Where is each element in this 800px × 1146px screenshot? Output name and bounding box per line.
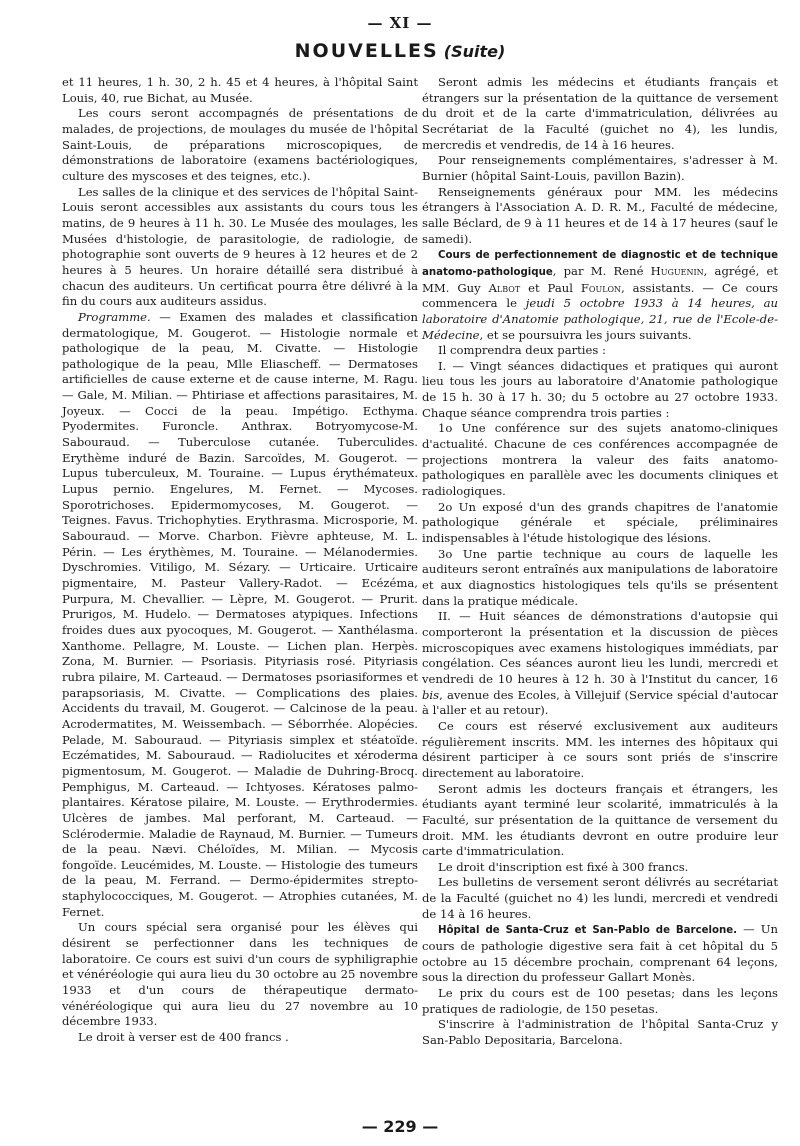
section-title: NOUVELLES (294, 40, 439, 62)
programme-paragraph (62, 310, 418, 921)
right-paragraph: 1o Une conférence sur des sujets anatomo-cliniques d'actualité. Chacune de ces conférences accompagnée de projections montrera la valeur des faits anatomo-pathologiques en parallèle avec les documents cliniques et radiologiques. (422, 421, 778, 499)
section-suite: (Suite) (443, 42, 506, 61)
right-paragraph: Seront admis les médecins et étudiants français et étrangers sur la présentation de la quittance de versement du droit et de la carte d'immatriculation, délivrées au Secrétariat de la Faculté (guichet no 4), les lundis, mercredis et vendredis, de 14 à 16 heures. (422, 75, 778, 152)
cours-text: , agrégé, et MM. Guy (422, 263, 779, 295)
autopsie-text: II. — Huit séances de démonstrations d'autopsie qui comporteront la présentation et la discussion de pièces microscopiques avec examens histologiques immédiats, par congélation. Ces séances auront lieu les lundi, mercredi et vendredi de 10 heures à 12 h. 30 à l'Institut du cancer, 16 (422, 609, 778, 686)
autopsie-paragraph (422, 609, 778, 719)
right-paragraph: Le prix du cours est de 100 pesetas; dans les leçons pratiques de radiologie, de 150 pesetas. (422, 986, 778, 1016)
left-paragraph: Un cours spécial sera organisé pour les élèves qui désirent se perfectionner dans les techniques de laboratoire. Ce cours est suivi d'un cours de syphiligraphie et vénéréologie qui aura lieu du 30 octobre au 25 novembre 1933 et d'un cours de thérapeutique dermato-vénéréologique qui aura lieu du 27 novembre au 10 décembre 1933. (62, 920, 418, 1029)
right-paragraph: Ce cours est réservé exclusivement aux auditeurs régulièrement inscrits. MM. les internes des hôpitaux qui désirent participer à ce sours sont priés de s'inscrire directement au laboratoire. (422, 718, 778, 780)
cours-heading: Cours de perfectionnement de diagnostic et de technique anatomo-pathologique (422, 250, 778, 278)
author-name: Albot (488, 280, 521, 295)
roman-page-number: — XI — (367, 14, 433, 32)
cours-date-location: jeudi 5 octobre 1933 à 14 heures, au laboratoire d'Anatomie pathologique, 21, rue de l'Ecole-de-Médecine (422, 296, 778, 342)
right-paragraph: Seront admis les docteurs français et étrangers, les étudiants ayant terminé leur scolarité, immatriculés à la Faculté, sur présentation de la quittance de versement du droit. MM. les étudiants devront en outre produire leur carte d'immatriculation. (422, 781, 778, 859)
right-paragraph: 3o Une partie technique au cours de laquelle les auditeurs seront entraînés aux manipulations de laboratoire et aux diagnostics histologiques tels qu'ils se présentent dans la pratique médicale. (422, 546, 778, 608)
right-paragraph: Les bulletins de versement seront délivrés au secrétariat de la Faculté (guichet no 4) les lundi, mercredi et vendredi de 14 à 16 heures. (422, 875, 778, 921)
right-column (422, 75, 778, 1049)
bis-word: bis (422, 687, 440, 702)
cours-paragraph (422, 247, 778, 343)
author-name: Foulon (580, 280, 622, 295)
left-column (62, 75, 418, 1046)
left-paragraph: Les salles de la clinique et des services de l'hôpital Saint-Louis seront accessibles aux assistants du cours tous les matins, de 9 heures à 11 h. 30. Le Musée des moulages, les Musées d'histologie, de parasitologie, de radiologie, de photographie sont ouverts de 9 heures à 12 heures et de 2 heures à 5 heures. Un horaire détaillé sera distribué à chacun des auditeurs. Un certificat pourra être délivré à la fin du cours aux auditeurs assidus. (62, 184, 418, 309)
right-paragraph: Renseignements généraux pour MM. les médecins étrangers à l'Association A. D. R. M., Faculté de médecine, salle Béclard, de 9 à 11 heures et de 14 à 17 heures (sauf le samedi). (422, 184, 778, 246)
hopital-text: — Un cours de pathologie digestive sera fait à cet hôpital du 5 octobre au 15 décembre prochain, comprenant 64 leçons, sous la direction du professeur Gallart Monès. (422, 922, 778, 985)
programme-text: — Examen des malades et classification dermatologique, M. Gougerot. — Histologie normale et pathologique de la peau, M. Civatte. — Histologie pathologique de la peau, Mlle Eliascheff. — Dermatoses artificielles de cause externe et de cause interne, M. Ragu. — Gale, M. Milian. — Phtiriase et affections parasitaires, M. Joyeux. — Cocci de la peau. Impétigo. Ecthyma. Pyodermites. Furoncle. Anthrax. Botryomycose-M. Sabouraud. — Tuberculose cutanée. Tuberculides. Erythème induré de Bazin. Sarcoïdes, M. Gougerot. — Lupus tuberculeux, M. Touraine. — Lupus érythémateux. Lupus pernio. Engelures, M. Fernet. — Mycoses. Sporotrichoses. Epidermomycoses, M. Gougerot. — Teignes. Favus. Trichophyties. Erythrasma. Microsporie, M. Sabouraud. — Morve. Charbon. Fièvre aphteuse, M. L. Périn. — Les érythèmes, M. Touraine. — Mélanodermies. Dyschromies. Vitiligo, M. Sézary. — Urticaire. Urticaire pigmentaire, M. Pasteur Vallery-Radot. — Ecézéma, Purpura, M. Chevallier. — Lèpre, M. Gougerot. — Prurit. Prurigos, M. Hudelo. — Dermatoses atypiques. Infections froides dues aux pyocoques, M. Gougerot. — Xanthélasma. Xanthome. Pellagre, M. Louste. — Lichen plan. Herpès. Zona, M. Burnier. — Psoriasis. Pityriasis rosé. Pityriasis rubra pilaire, M. Carteaud. — Dermatoses psoriasiformes et parapsoriasis, M. Civatte. — Complications des plaies. Accidents du travail, M. Gougerot. — Calcinose de la peau. Acrodermatites, M. Weissembach. — Séborrhée. Alopécies. Pelade, M. Sabouraud. — Pityriasis simplex et stéatoïde. Eczématides, M. Sabouraud. — Radiolucites et xérodermа pigmentosum, M. Gougerot. — Maladie de Duhring-Brocq. Pemphigus, M. Carteaud. — Ichtyoses. Kératoses palmo-plantaires. Kératose pilaire, M. Louste. — Erythrodermies. Ulcères de jambes. Mal perforant, M. Carteaud. — Sclérodermie. Maladie de Raynaud, M. Burnier. — Tumeurs de la peau. Nævi. Chéloïdes, M. Milian. — Mycosis fongoïde. Leucémides, M. Louste. — Histologie des tumeurs de la peau, M. Ferrand. — Dermo-épidermites strepto-staphylococciques, M. Gougerot. — Atrophies cutanées, M. Fernet. (62, 309, 418, 919)
cours-text: , assistants. — Ce cours commencera le (422, 280, 778, 311)
cours-text: et Paul (520, 280, 581, 295)
hopital-paragraph (422, 922, 778, 986)
right-paragraph: 2o Un exposé d'un des grands chapitres de l'anatomie pathologique générale et spéciale, préliminaires indispensables à l'étude histologique des lésions. (422, 499, 778, 546)
hopital-heading: Hôpital de Santa-Cruz et San-Pablo de Barcelone. (438, 925, 738, 937)
programme-label: Programme. (78, 309, 151, 324)
section-header (0, 40, 800, 62)
author-name: Huguenin (650, 263, 704, 278)
left-paragraph: Les cours seront accompagnés de présentations de malades, de projections, de moulages du musée de l'hôpital Saint-Louis, de préparations microscopiques, de démonstrations de laboratoire (examens bactériologiques, culture des myscoses et des teignes, etc.). (62, 106, 418, 183)
page-number: — 229 — (361, 1117, 439, 1136)
left-paragraph: et 11 heures, 1 h. 30, 2 h. 45 et 4 heures, à l'hôpital Saint Louis, 40, rue Bichat, au Musée. (62, 75, 418, 105)
right-paragraph: Le droit d'inscription est fixé à 300 francs. (438, 859, 689, 874)
right-paragraph: I. — Vingt séances didactiques et pratiques qui auront lieu tous les jours au laboratoire d'Anatomie pathologique de 15 h. 30 à 17 h. 30; du 5 octobre au 27 octobre 1933. Chaque séance comprendra trois parties : (422, 358, 778, 420)
right-paragraph: Il comprendra deux parties : (438, 343, 606, 358)
autopsie-text: , avenue des Ecoles, à Villejuif (Service spécial d'autocar à l'aller et au retour). (422, 687, 778, 718)
cours-text: , par M. René (552, 263, 651, 278)
right-paragraph: S'inscrire à l'administration de l'hôpital Santa-Cruz y San-Pablo Depositaria, Barcelona. (422, 1017, 778, 1048)
left-paragraph: Le droit à verser est de 400 francs . (78, 1030, 289, 1045)
cours-text: , et se poursuivra les jours suivants. (479, 327, 692, 342)
right-paragraph: Pour renseignements complémentaires, s'adresser à M. Burnier (hôpital Saint-Louis, pavillon Bazin). (422, 153, 778, 183)
